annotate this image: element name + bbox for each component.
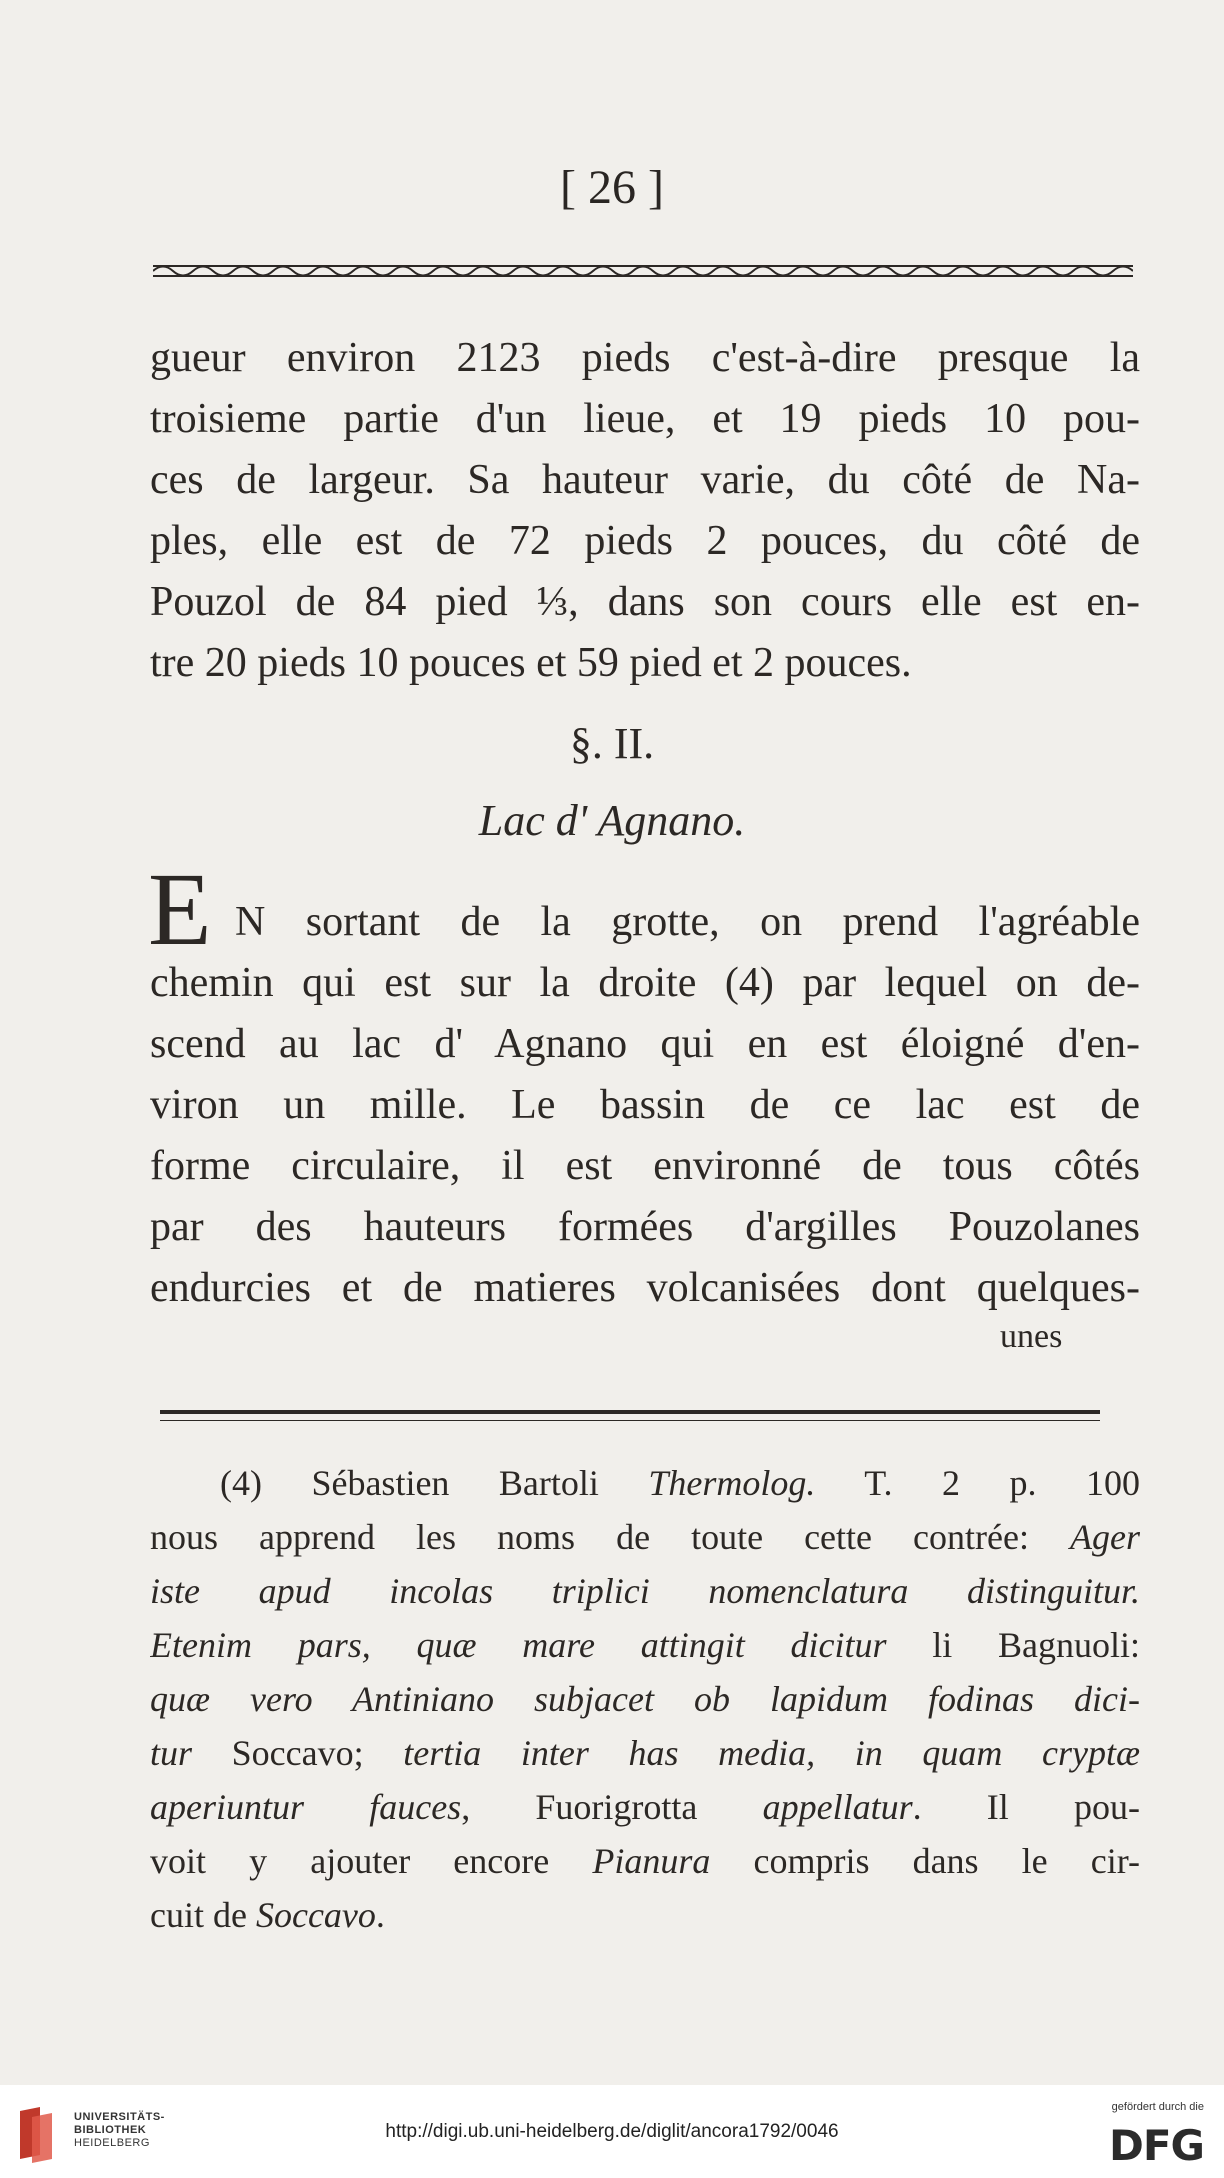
- text-line: endurcies et de matieres volcanisées dont quelques-: [150, 1265, 1140, 1311]
- footnote: [150, 1456, 1140, 1942]
- paragraph-2: [150, 953, 1140, 1319]
- footnote-line: iste apud incolas triplici nomenclatura distinguitur.: [150, 1571, 1140, 1611]
- text-line: N sortant de la grotte, on prend l'agréable: [235, 899, 1140, 945]
- text-line: ces de largeur. Sa hauteur varie, du côté de Na-: [150, 457, 1140, 503]
- text-line: forme circulaire, il est environné de tous côtés: [150, 1143, 1140, 1189]
- footnote-line: (4) Sébastien Bartoli Thermolog. T. 2 p. 100: [220, 1463, 1140, 1503]
- footnote-line: Etenim pars, quæ mare attingit dicitur li Bagnuoli:: [150, 1625, 1140, 1665]
- section-title: Lac d' Agnano.: [478, 796, 746, 845]
- footnote-rule: [160, 1410, 1100, 1421]
- header-ornament: [153, 262, 1133, 280]
- section-number: §. II.: [569, 719, 655, 768]
- footnote-line: cuit de Soccavo.: [150, 1895, 385, 1935]
- text-line: scend au lac d' Agnano qui en est éloigné d'en-: [150, 1021, 1140, 1067]
- text-line: viron un mille. Le bassin de ce lac est de: [150, 1082, 1140, 1128]
- text-line: troisieme partie d'un lieue, et 19 pieds 10 pou-: [150, 396, 1140, 442]
- page-number: [ 26 ]: [560, 161, 664, 214]
- footnote-line: nous apprend les noms de toute cette contrée: Ager: [150, 1517, 1140, 1557]
- text-line: Pouzol de 84 pied ⅓, dans son cours elle est en-: [150, 579, 1140, 625]
- text-line: gueur environ 2123 pieds c'est-à-dire presque la: [150, 335, 1140, 381]
- footnote-line: voit y ajouter encore Pianura compris dans le cir-: [150, 1841, 1140, 1881]
- footnote-line: quæ vero Antiniano subjacet ob lapidum fodinas dici-: [150, 1679, 1140, 1719]
- drop-cap: E: [148, 852, 212, 967]
- dfg-logo[interactable]: DFG: [1108, 2121, 1204, 2170]
- catchword: unes: [1000, 1318, 1063, 1355]
- library-name: UNIVERSITÄTS- BIBLIOTHEK HEIDELBERG: [74, 2111, 165, 2149]
- paragraph-1: [150, 328, 1140, 694]
- viewer-footer: [0, 2085, 1224, 2178]
- paragraph-2-first-line: [235, 892, 1140, 953]
- page-url-link[interactable]: http://digi.ub.uni-heidelberg.de/diglit/ancora1792/0046: [385, 2121, 839, 2142]
- footnote-line: aperiuntur fauces, Fuorigrotta appellatur. Il pou-: [150, 1787, 1140, 1827]
- text-line: par des hauteurs formées d'argilles Pouzolanes: [150, 1204, 1140, 1250]
- text-line: tre 20 pieds 10 pouces et 59 pied et 2 pouces.: [150, 640, 912, 686]
- footnote-line: tur Soccavo; tertia inter has media, in quam cryptæ: [150, 1733, 1140, 1773]
- text-line: ples, elle est de 72 pieds 2 pouces, du côté de: [150, 518, 1140, 564]
- funding-caption: gefördert durch die: [1111, 2101, 1204, 2113]
- text-line: chemin qui est sur la droite (4) par lequel on de-: [150, 960, 1140, 1006]
